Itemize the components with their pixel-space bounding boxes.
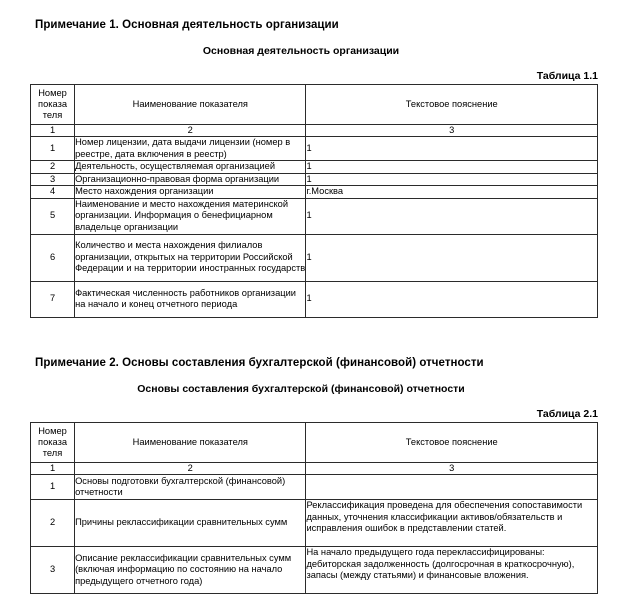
row-text-explanation: На начало предыдущего года переклассифицированы: дебиторская задолженность (долгосрочная в краткосрочную), запасы (между статьями) и финансовые вложения. bbox=[306, 547, 598, 594]
column-header-number-line-2: показа bbox=[38, 437, 68, 447]
row-text-explanation: г.Москва bbox=[306, 186, 598, 199]
column-header-name: Наименование показателя bbox=[75, 85, 306, 125]
column-header-text: Текстовое пояснение bbox=[306, 423, 598, 463]
column-index-1: 1 bbox=[31, 463, 75, 475]
table-header-row bbox=[31, 85, 598, 125]
row-indicator-name: Место нахождения организации bbox=[75, 186, 306, 199]
section-note-1 bbox=[0, 18, 624, 318]
column-index-2: 2 bbox=[75, 125, 306, 137]
table-column-number-row bbox=[31, 125, 598, 137]
column-index-2: 2 bbox=[75, 463, 306, 475]
table-row bbox=[31, 547, 598, 594]
row-text-explanation: 1 bbox=[306, 173, 598, 186]
row-number: 2 bbox=[31, 500, 75, 547]
note-2-subtitle: Основы составления бухгалтерской (финансовой) отчетности bbox=[137, 383, 465, 395]
row-indicator-name: Наименование и место нахождения материнской организации. Информация о бенефициарном владельце организации bbox=[75, 198, 306, 234]
row-indicator-name: Организационно-правовая форма организации bbox=[75, 173, 306, 186]
row-number: 3 bbox=[31, 173, 75, 186]
column-header-number-line-3: теля bbox=[42, 110, 63, 120]
table-row bbox=[31, 234, 598, 281]
table-row bbox=[31, 198, 598, 234]
column-header-number bbox=[31, 423, 75, 463]
table-column-number-row bbox=[31, 463, 598, 475]
row-text-explanation bbox=[306, 475, 598, 500]
row-indicator-name: Номер лицензии, дата выдачи лицензии (номер в реестре, дата включения в реестр) bbox=[75, 137, 306, 161]
table-row bbox=[31, 173, 598, 186]
row-number: 2 bbox=[31, 161, 75, 174]
row-number: 1 bbox=[31, 137, 75, 161]
table-1-1 bbox=[30, 84, 598, 318]
note-1-subtitle: Основная деятельность организации bbox=[202, 45, 400, 57]
row-number: 3 bbox=[31, 547, 75, 594]
column-header-name: Наименование показателя bbox=[75, 423, 306, 463]
column-header-number bbox=[31, 85, 75, 125]
table-row bbox=[31, 186, 598, 199]
row-indicator-name: Количество и места нахождения филиалов организации, открытых на территории Российской Федерации и на территории иностранных государств bbox=[75, 234, 306, 281]
row-indicator-name: Деятельность, осуществляемая организацией bbox=[75, 161, 306, 174]
row-text-explanation: 1 bbox=[306, 137, 598, 161]
table-row bbox=[31, 137, 598, 161]
column-index-3: 3 bbox=[306, 463, 598, 475]
table-row bbox=[31, 281, 598, 317]
section-note-2 bbox=[0, 356, 624, 594]
row-text-explanation: Реклассификация проведена для обеспечения сопоставимости данных, уточнения классификации активов/обязательств и исправления ошибок в представлении статей. bbox=[306, 500, 598, 547]
note-1-heading: Примечание 1. Основная деятельность организации bbox=[35, 19, 339, 31]
row-number: 5 bbox=[31, 198, 75, 234]
column-index-3: 3 bbox=[306, 125, 598, 137]
column-header-number-line-3: теля bbox=[42, 448, 63, 458]
row-indicator-name: Фактическая численность работников организации на начало и конец отчетного периода bbox=[75, 281, 306, 317]
row-indicator-name: Основы подготовки бухгалтерской (финансовой) отчетности bbox=[75, 475, 306, 500]
note-2-heading: Примечание 2. Основы составления бухгалтерской (финансовой) отчетности bbox=[35, 357, 484, 369]
column-header-text: Текстовое пояснение bbox=[306, 85, 598, 125]
table-row bbox=[31, 475, 598, 500]
table-1-1-label: Таблица 1.1 bbox=[536, 70, 598, 82]
row-text-explanation: 1 bbox=[306, 161, 598, 174]
column-header-number-line-2: показа bbox=[38, 99, 68, 109]
row-text-explanation: 1 bbox=[306, 281, 598, 317]
row-number: 1 bbox=[31, 475, 75, 500]
column-header-number-line-1: Номер bbox=[38, 88, 67, 98]
column-header-number-line-1: Номер bbox=[38, 426, 67, 436]
row-text-explanation: 1 bbox=[306, 198, 598, 234]
table-2-1-label: Таблица 2.1 bbox=[536, 408, 598, 420]
row-indicator-name: Причины реклассификации сравнительных сумм bbox=[75, 500, 306, 547]
row-number: 6 bbox=[31, 234, 75, 281]
table-2-1 bbox=[30, 422, 598, 594]
row-number: 4 bbox=[31, 186, 75, 199]
row-number: 7 bbox=[31, 281, 75, 317]
row-text-explanation: 1 bbox=[306, 234, 598, 281]
table-row bbox=[31, 161, 598, 174]
table-header-row bbox=[31, 423, 598, 463]
table-row bbox=[31, 500, 598, 547]
row-indicator-name: Описание реклассификации сравнительных сумм (включая информацию по состоянию на начало предыдущего отчетного года) bbox=[75, 547, 306, 594]
column-index-1: 1 bbox=[31, 125, 75, 137]
